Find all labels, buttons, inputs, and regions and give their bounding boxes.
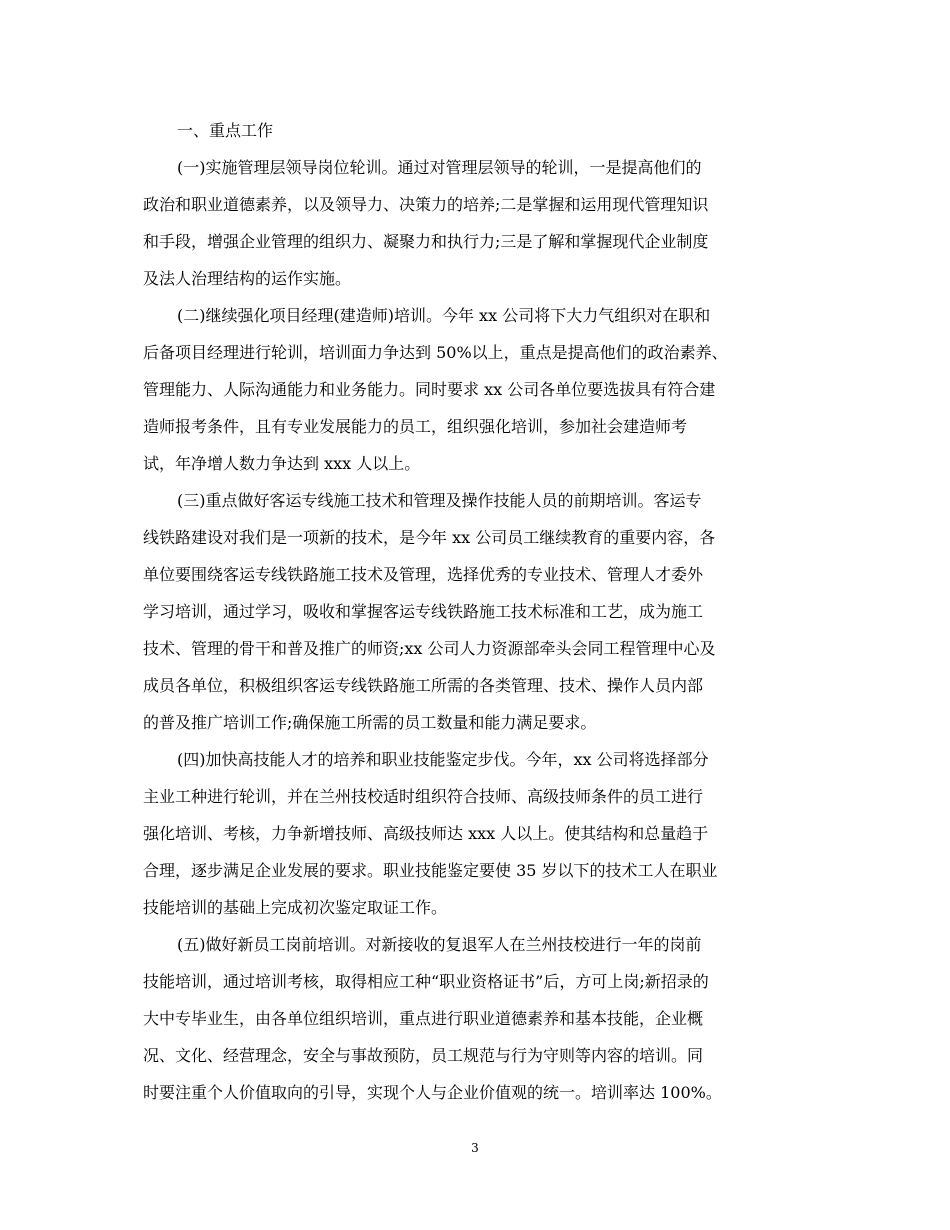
paragraph-line: 强化培训、考核，力争新增技师、高级技师达 xxx 人以上。使其结构和总量趋于 [143,824,709,843]
paragraph-line: 合理，逐步满足企业发展的要求。职业技能鉴定要使 35 岁以下的技术工人在职业 [143,861,718,880]
paragraph-line: (五)做好新员工岗前培训。对新接收的复退军人在兰州技校进行一年的岗前 [177,935,702,954]
paragraph-line: 况、文化、经营理念，安全与事故预防，员工规范与行为守则等内容的培训。同 [143,1046,704,1065]
paragraph-line: 时要注重个人价值取向的引导，实现个人与企业价值观的统一。培训率达 100%。 [143,1083,722,1102]
paragraph-line: (一)实施管理层领导岗位轮训。通过对管理层领导的轮训，一是提高他们的 [177,158,702,177]
paragraph-line: 技能培训的基础上完成初次鉴定取证工作。 [143,898,448,917]
document-body [143,112,815,1111]
paragraph-line: 政治和职业道德素养，以及领导力、决策力的培养;二是掌握和运用现代管理知识 [143,195,709,214]
paragraph-line: 大中专毕业生，由各单位组织培训，重点进行职业道德素养和基本技能，企业概 [143,1009,704,1028]
paragraph-line: (二)继续强化项目经理(建造师)培训。今年 xx 公司将下大力气组织对在职和 [177,306,711,325]
paragraph-line: (三)重点做好客运专线施工技术和管理及操作技能人员的前期培训。客运专 [177,491,702,510]
paragraph-4 [143,741,815,926]
paragraph-3 [143,482,815,741]
paragraph-line: 及法人治理结构的运作实施。 [143,269,352,288]
paragraph-line: (四)加快高技能人才的培养和职业技能鉴定步伐。今年，xx 公司将选择部分 [177,750,709,769]
paragraph-line: 成员各单位，积极组织客运专线铁路施工所需的各类管理、技术、操作人员内部 [143,676,704,695]
paragraph-2 [143,297,815,482]
paragraph-line: 后备项目经理进行轮训，培训面力争达到 50%以上，重点是提高他们的政治素养、 [143,343,728,362]
paragraph-line: 主业工种进行轮训，并在兰州技校适时组织符合技师、高级技师条件的员工进行 [143,787,704,806]
paragraph-line: 技术、管理的骨干和普及推广的师资;xx 公司人力资源部牵头会同工程管理中心及 [143,639,716,658]
paragraph-line: 试，年净增人数力争达到 xxx 人以上。 [143,454,421,473]
paragraph-line: 和手段，增强企业管理的组织力、凝聚力和执行力;三是了解和掌握现代企业制度 [143,232,709,251]
paragraph-5 [143,926,815,1111]
paragraph-line: 的普及推广培训工作;确保施工所需的员工数量和能力满足要求。 [143,713,597,732]
paragraph-line: 管理能力、人际沟通能力和业务能力。同时要求 xx 公司各单位要选拔具有符合建 [143,380,716,399]
paragraph-line: 线铁路建设对我们是一项新的技术，是今年 xx 公司员工继续教育的重要内容，各 [143,528,716,547]
page-number: 3 [471,1141,479,1155]
paragraph-line: 技能培训，通过培训考核，取得相应工种“职业资格证书”后，方可上岗;新招录的 [143,972,709,991]
paragraph-line: 单位要围绕客运专线铁路施工技术及管理，选择优秀的专业技术、管理人才委外 [143,565,704,584]
paragraph-line: 学习培训，通过学习，吸收和掌握客运专线铁路施工技术标准和工艺，成为施工 [143,602,704,621]
section-heading: 一、重点工作 [177,121,274,140]
paragraph-1 [143,149,815,297]
paragraph-line: 造师报考条件，且有专业发展能力的员工，组织强化培训，参加社会建造师考 [143,417,688,436]
